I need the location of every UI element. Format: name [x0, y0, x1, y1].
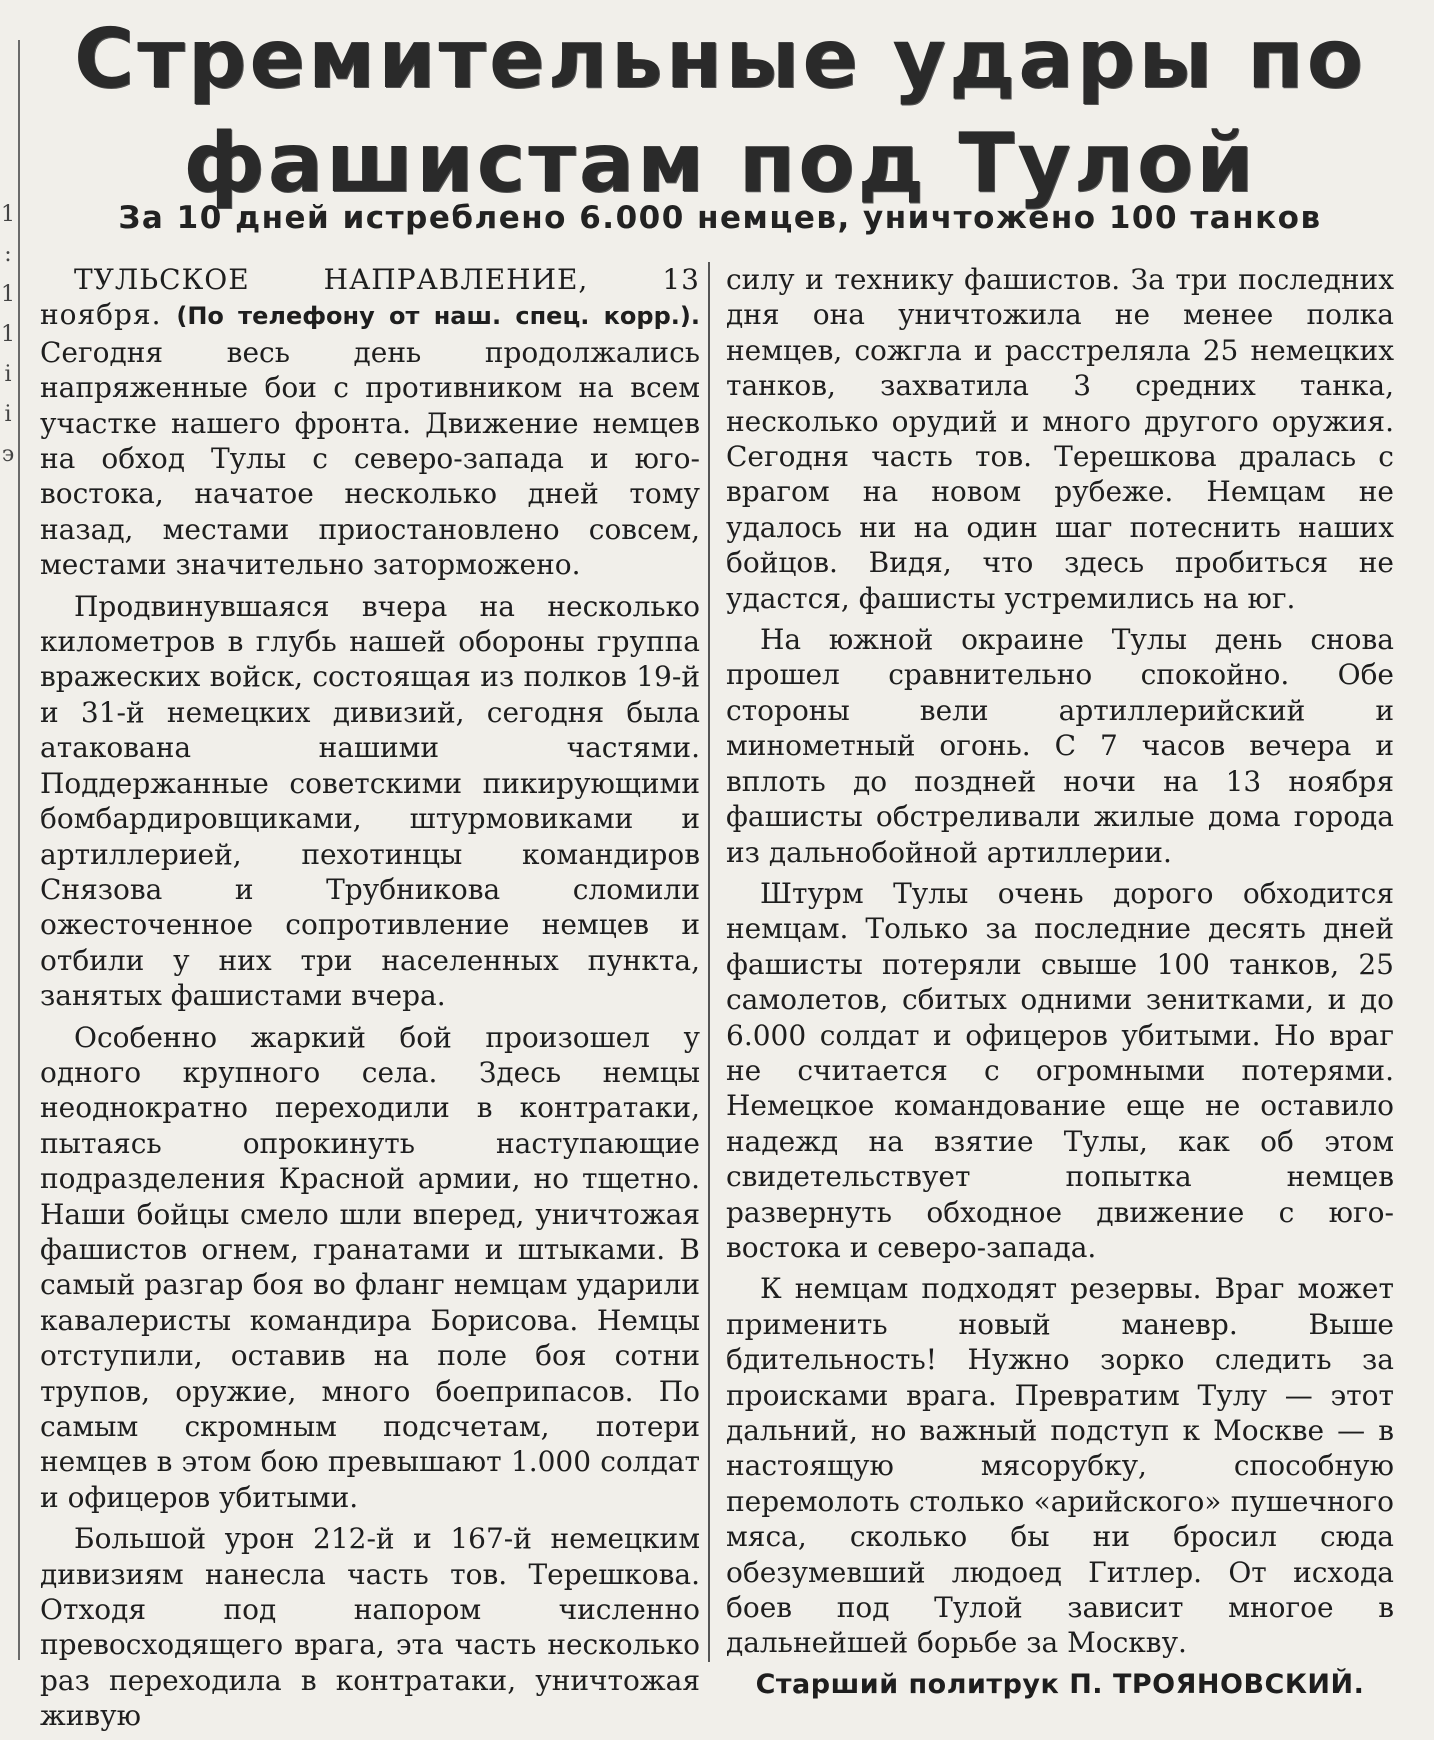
article-headline — [60, 8, 1380, 216]
edge-mark: : — [4, 242, 12, 267]
headline-line-1: Стремительные удары по — [74, 12, 1366, 107]
paragraph-7: К немцам подходят резервы. Враг может применить новый маневр. Выше бдительность! Нужно зорко следить за происками врага. Превратим Тулу — этот дальний, но важный подступ к Москве — в настоящую мясорубку, способную перемолоть столько «арийского» пушечного мяса, сколько бы ни бросил сюда обезумевший людоед Гитлер. От исхода боев под Тулой зависит многое в дальнейшей борьбе за Москву. — [726, 1272, 1394, 1660]
left-column-rule — [18, 40, 20, 1660]
paragraph-2: Продвинувшаяся вчера на несколько километров в глубь нашей обороны группа вражеских войск, состоящая из полков 19-й и 31-й немецких дивизий, сегодня была атакована нашими частями. Поддержанные советскими пикирующими бомбардировщиками, штурмовиками и артиллерией, пехотинцы командиров Снязова и Трубникова сломили ожесточенное сопротивление немцев и отбили у них три населенных пункта, занятых фашистами вчера. — [40, 589, 700, 1013]
headline-line-2: фашистам под Тулой — [183, 116, 1257, 211]
paragraph-4-continued: силу и технику фашистов. За три последних дня она уничтожила не менее полка немцев, сожгла и расстреляла 25 немецких танков, захватила 3 средних танка, несколько орудий и много другого оружия. Сегодня часть тов. Терешкова дралась с врагом на новом рубеже. Немцам не удалось ни на один шаг потеснить наших бойцов. Видя, что здесь пробиться не удастся, фашисты устремились на юг. — [726, 263, 1394, 615]
edge-mark: 1 — [1, 322, 15, 347]
article-column-right — [726, 262, 1394, 1702]
column-divider — [708, 262, 710, 1662]
dateline: ТУЛЬСКОЕ НАПРАВЛЕНИЕ, 13 ноября. — [40, 263, 700, 332]
edge-mark: і — [4, 362, 12, 387]
edge-mark: э — [1, 442, 15, 467]
edge-mark: і — [4, 402, 12, 427]
paragraph-1 — [40, 262, 700, 583]
paragraph-5: На южной окраине Тулы день снова прошел сравнительно спокойно. Обе стороны вели артиллерийский и минометный огонь. С 7 часов вечера и вплоть до поздней ночи на 13 ноября фашисты обстреливали жилые дома города из дальнобойной артиллерии. — [726, 623, 1394, 869]
paragraph-3: Особенно жаркий бой произошел у одного крупного села. Здесь немцы неоднократно переходили в контратаки, пытаясь опрокинуть наступающие подразделения Красной армии, но тщетно. Наши бойцы смело шли вперед, уничтожая фашистов огнем, гранатами и штыками. В самый разгар боя во фланг немцам ударили кавалеристы командира Борисова. Немцы отступили, оставив на поле боя сотни трупов, оружие, много боеприпасов. По самым скромным подсчетам, потери немцев в этом бою превышают 1.000 солдат и офицеров убитыми. — [40, 1020, 700, 1514]
correspondent-note: (По телефону от наш. спец. корр.). — [176, 302, 700, 331]
paragraph-1-text: Сегодня весь день продолжались напряженные бои с противником на всем участке нашего фронта. Движение немцев на обход Тулы с северо-запада и юго-востока, начатое несколько дней тому назад, местами приостановлено совсем, местами значительно заторможено. — [40, 335, 700, 582]
paragraph-6: Штурм Тулы очень дорого обходится немцам. Только за последние десять дней фашисты потеряли свыше 100 танков, 25 самолетов, сбитых одними зенитками, и до 6.000 солдат и офицеров убитыми. Но враг не считается с огромными потерями. Немецкое командование еще не оставило надежд на взятие Тулы, как об этом свидетельствует попытка немцев развернуть обходное движение с юго-востока и северо-запада. — [726, 876, 1394, 1264]
edge-mark: 1 — [1, 202, 15, 227]
article-column-left — [40, 262, 700, 1740]
article-subheadline: За 10 дней истреблено 6.000 немцев, уничтожено 100 танков — [118, 200, 1322, 236]
author-signature: Старший политрук П. ТРОЯНОВСКИЙ. — [755, 1668, 1365, 1700]
neighbour-column-edge — [0, 195, 16, 475]
paragraph-4: Большой урон 212-й и 167-й немецким дивизиям нанесла часть тов. Терешкова. Отходя под напором численно превосходящего врага, эта часть несколько раз переходила в контратаки, уничтожая живую — [40, 1522, 700, 1733]
edge-mark: 1 — [1, 282, 15, 307]
